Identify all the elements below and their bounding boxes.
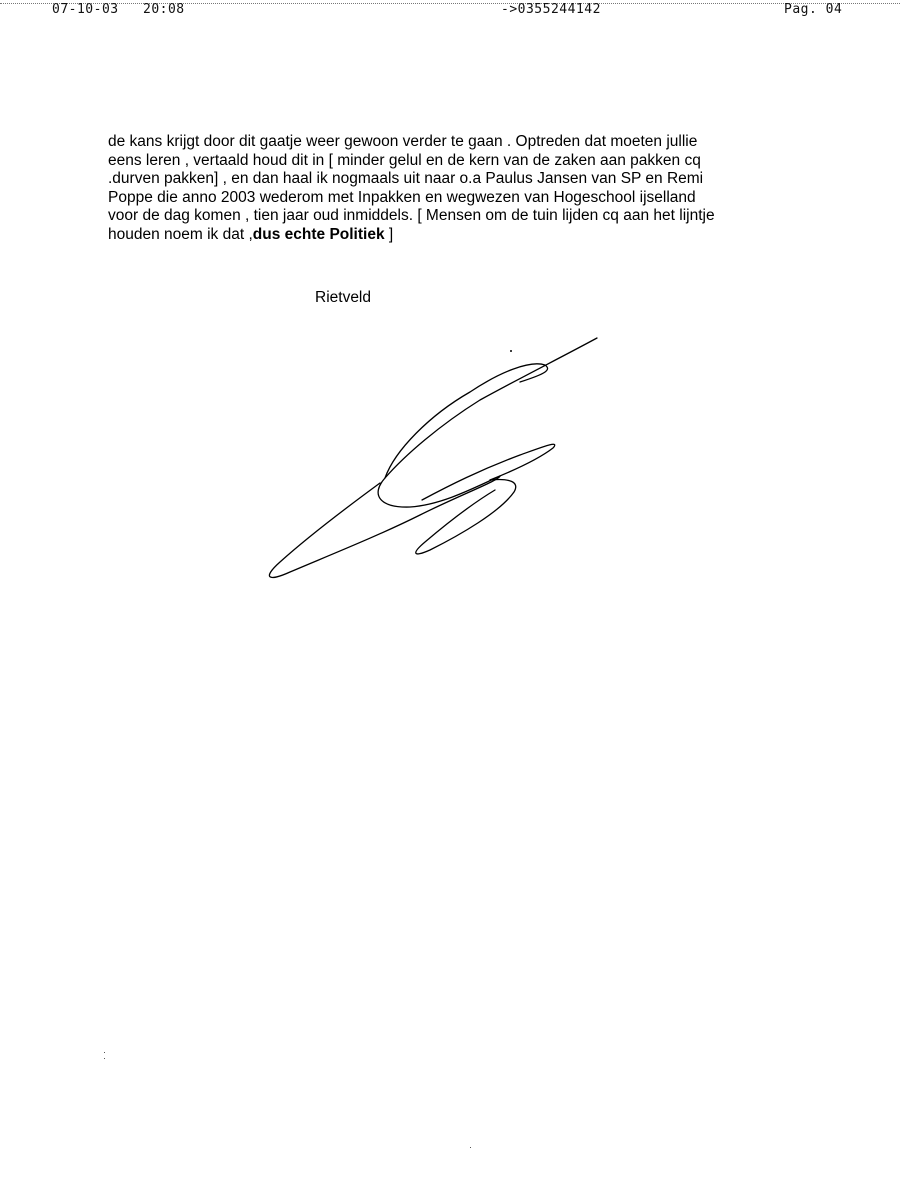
letter-line: Poppe die anno 2003 wederom met Inpakken en wegwezen van Hogeschool ijselland: [108, 188, 696, 206]
letter-line: eens leren , vertaald houd dit in [ minder gelul en de kern van de zaken aan pakken cq: [108, 151, 701, 169]
handwritten-signature: [255, 330, 615, 590]
fax-page-number: Pag. 04: [784, 2, 843, 17]
letter-last-line-text: houden noem ik dat ,: [108, 225, 253, 243]
sender-name: Rietveld: [315, 289, 371, 306]
scan-speck: [104, 1052, 105, 1053]
fax-time: 20:08: [143, 2, 185, 17]
letter-body: [108, 133, 808, 244]
fax-number: ->0355244142: [501, 2, 601, 17]
letter-last-line-end: ]: [384, 225, 394, 243]
letter-line: .durven pakken] , en dan haal ik nogmaals uit naar o.a Paulus Jansen van SP en Remi: [108, 170, 704, 187]
letter-line: voor de dag komen , tien jaar oud inmiddels. [ Mensen om de tuin lijden cq aan het lijntje: [108, 207, 715, 224]
signature-stroke: [378, 338, 597, 507]
scan-speck: [470, 1147, 471, 1148]
fax-header: [0, 0, 900, 20]
signature-stroke: [422, 444, 555, 500]
letter-line: de kans krijgt door dit gaatje weer gewoon verder te gaan . Optreden dat moeten jullie: [108, 133, 698, 150]
signature-stroke: [416, 480, 516, 554]
signature-dot: [510, 350, 512, 352]
fax-header-dotted-line: [0, 3, 900, 6]
letter-last-line: [108, 226, 808, 245]
letter-emphasis: dus echte Politiek: [252, 225, 385, 243]
signature-stroke: [385, 364, 548, 478]
scan-speck: [104, 1058, 105, 1059]
fax-date: 07-10-03: [52, 2, 119, 17]
